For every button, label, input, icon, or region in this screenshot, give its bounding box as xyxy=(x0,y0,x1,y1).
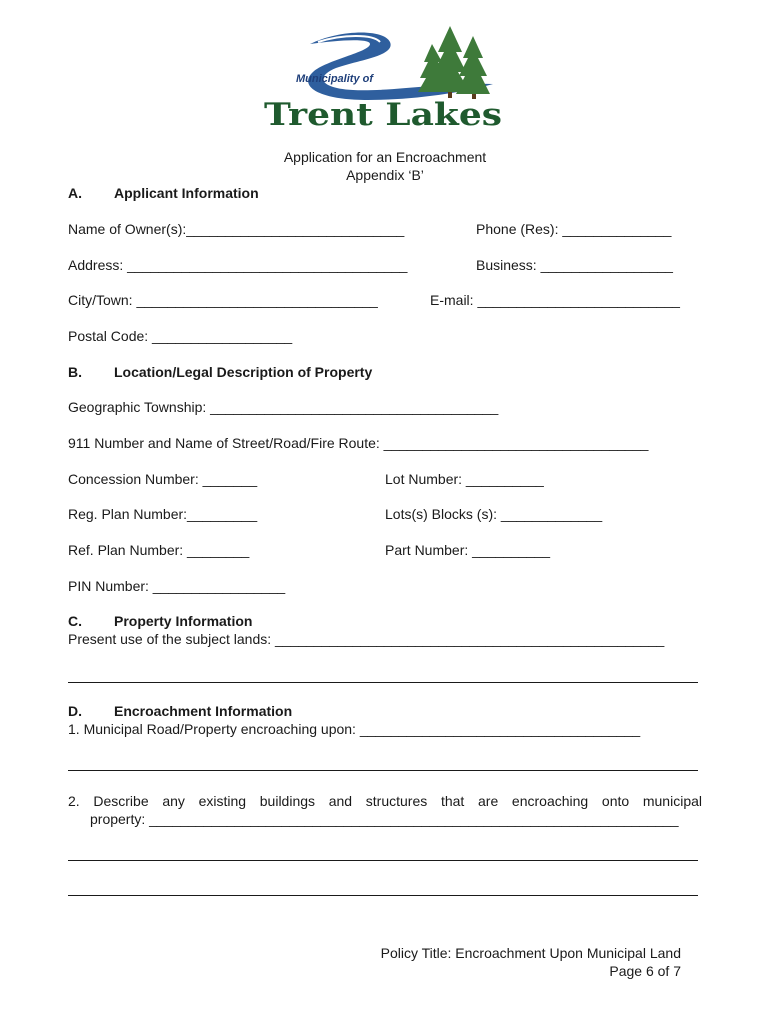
svg-text:Trent Lakes: Trent Lakes xyxy=(264,97,502,132)
geographic-township-field[interactable]: Geographic Township: _____________________________________ xyxy=(68,399,499,415)
existing-structures-extra-line-1[interactable] xyxy=(68,860,698,861)
encroaching-upon-field[interactable]: 1. Municipal Road/Property encroaching upon: ____________________________________ xyxy=(68,721,641,737)
page-number: Page 6 of 7 xyxy=(609,963,681,979)
owner-name-field[interactable]: Name of Owner(s):____________________________ xyxy=(68,221,405,237)
svg-text:Municipality of: Municipality of xyxy=(296,73,373,85)
ref-plan-number-field[interactable]: Ref. Plan Number: ________ xyxy=(68,542,250,558)
pin-number-field[interactable]: PIN Number: _________________ xyxy=(68,578,286,594)
form-title: Application for an Encroachment xyxy=(283,149,487,165)
section-c-heading: Property Information xyxy=(114,613,253,629)
section-b-heading: Location/Legal Description of Property xyxy=(114,364,373,380)
lots-blocks-field[interactable]: Lots(s) Blocks (s): _____________ xyxy=(385,506,603,522)
present-use-extra-line[interactable] xyxy=(68,682,698,683)
municipality-logo xyxy=(258,22,508,132)
concession-number-field[interactable]: Concession Number: _______ xyxy=(68,471,258,487)
section-a-letter: A. xyxy=(68,185,82,201)
reg-plan-number-field[interactable]: Reg. Plan Number:_________ xyxy=(68,506,258,522)
present-use-field[interactable]: Present use of the subject lands: __________________________________________________ xyxy=(68,631,665,647)
email-field[interactable]: E-mail: __________________________ xyxy=(430,292,680,308)
section-b-letter: B. xyxy=(68,364,82,380)
phone-res-field[interactable]: Phone (Res): ______________ xyxy=(476,221,672,237)
lot-number-field[interactable]: Lot Number: __________ xyxy=(385,471,544,487)
existing-structures-extra-line-2[interactable] xyxy=(68,895,698,896)
encroaching-upon-extra-line[interactable] xyxy=(68,770,698,771)
policy-title: Policy Title: Encroachment Upon Municipal Land xyxy=(380,945,681,961)
postal-code-field[interactable]: Postal Code: __________________ xyxy=(68,328,293,344)
existing-structures-field[interactable]: property: ____________________________________________________________________ xyxy=(90,811,679,827)
business-phone-field[interactable]: Business: _________________ xyxy=(476,257,673,273)
section-d-heading: Encroachment Information xyxy=(114,703,293,719)
address-field[interactable]: Address: ____________________________________ xyxy=(68,257,408,273)
appendix-label: Appendix ‘B’ xyxy=(346,167,424,183)
existing-structures-question: 2. Describe any existing buildings and structures that are encroaching onto municipal xyxy=(68,793,702,809)
section-c-letter: C. xyxy=(68,613,82,629)
part-number-field[interactable]: Part Number: __________ xyxy=(385,542,550,558)
city-town-field[interactable]: City/Town: _______________________________ xyxy=(68,292,378,308)
street-address-field[interactable]: 911 Number and Name of Street/Road/Fire Route: __________________________________ xyxy=(68,435,649,451)
section-d-letter: D. xyxy=(68,703,82,719)
section-a-heading: Applicant Information xyxy=(114,185,259,201)
